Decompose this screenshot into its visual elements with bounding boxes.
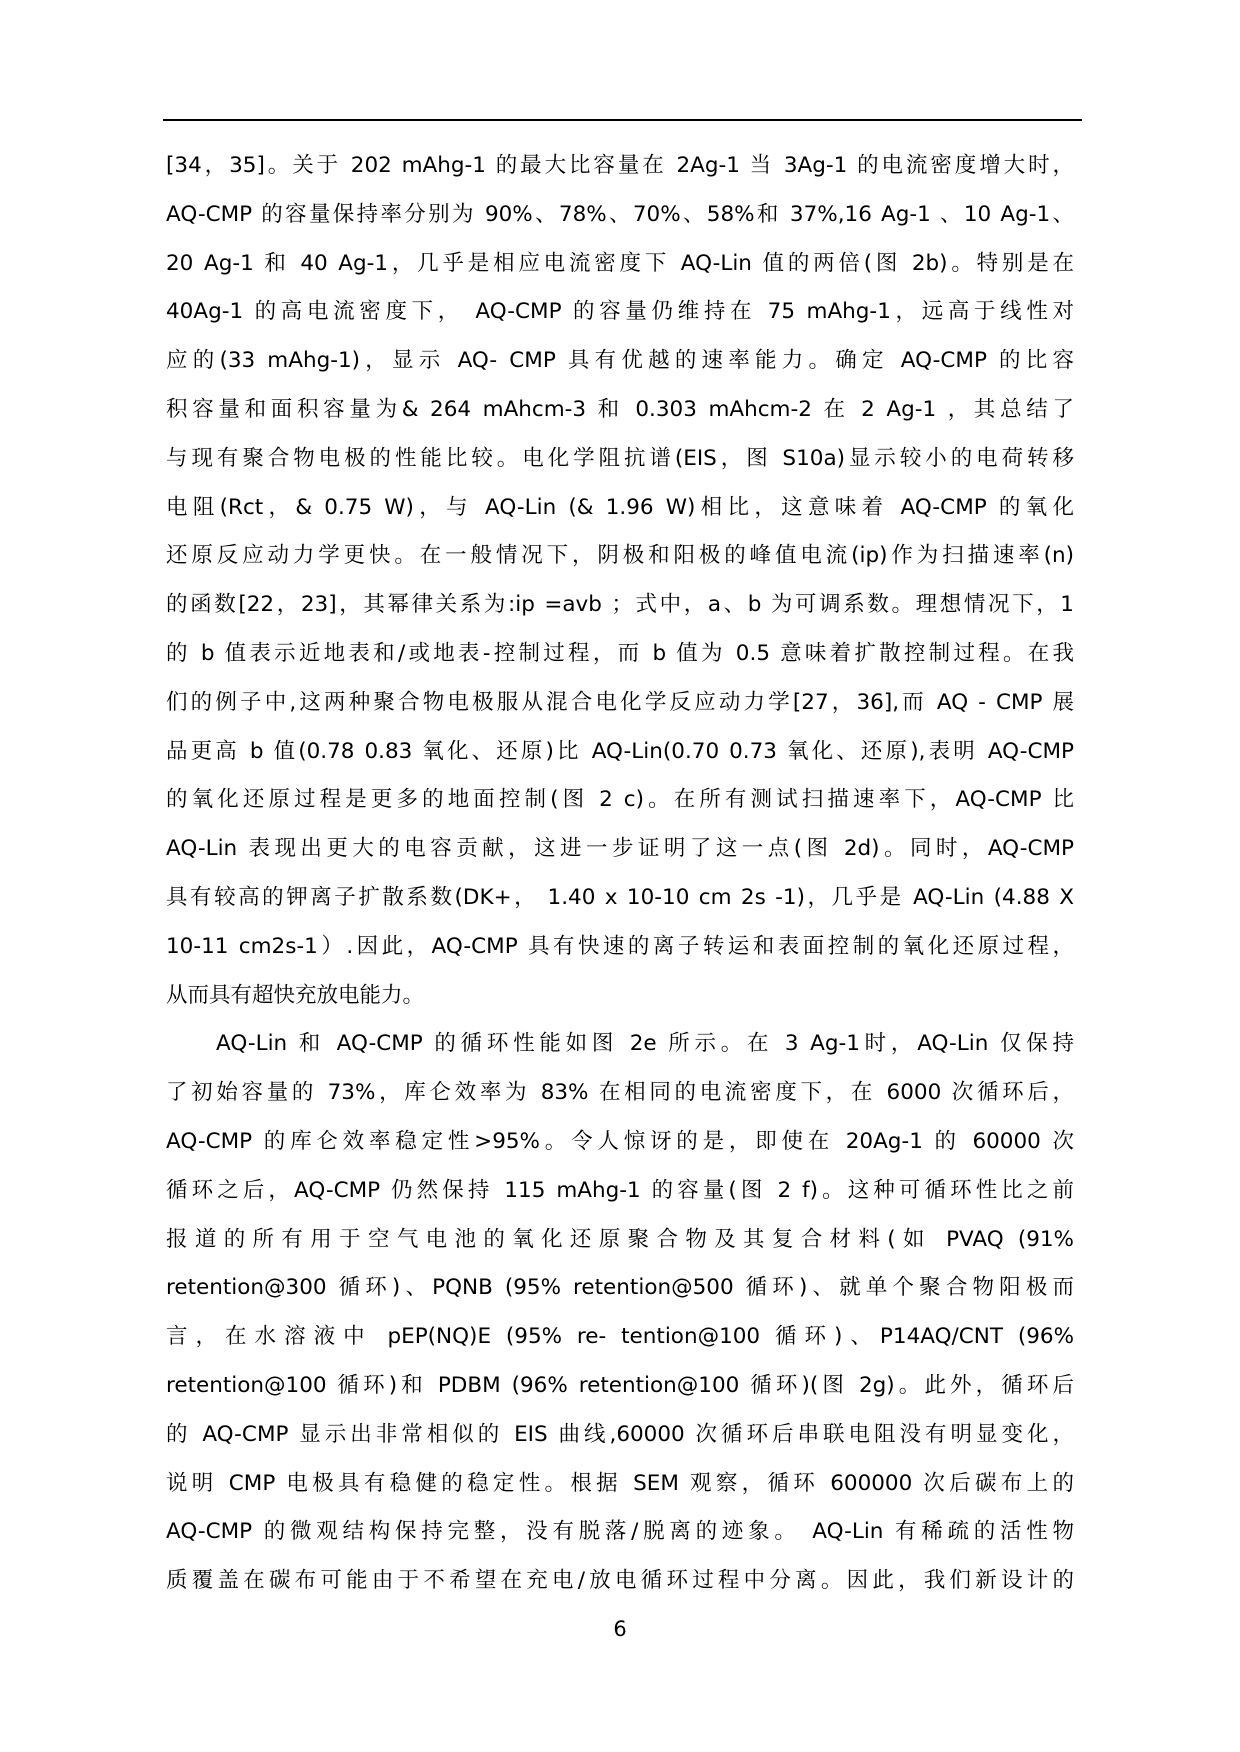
text-line: 20 Ag-1 和 40 Ag-1，几乎是相应电流密度下 AQ-Lin 值的两倍(图 2b)。特别是在 bbox=[166, 250, 1074, 276]
text-line: retention@100 循环)和 PDBM (96% retention@100 循环)(图 2g)。此外，循环后 bbox=[166, 1372, 1074, 1398]
text-line: 与现有聚合物电极的性能比较。电化学阻抗谱(EIS，图 S10a)显示较小的电荷转移 bbox=[166, 445, 1074, 471]
text-line: AQ-Lin 表现出更大的电容贡献，这进一步证明了这一点(图 2d)。同时，AQ-CMP bbox=[166, 836, 1074, 862]
text-line: 积容量和面积容量为& 264 mAhcm-3 和 0.303 mAhcm-2 在 2 Ag-1 ，其总结了 bbox=[166, 396, 1074, 422]
text-line: 的 AQ-CMP 显示出非常相似的 EIS 曲线,60000 次循环后串联电阻没有明显变化， bbox=[166, 1421, 1074, 1447]
text-line: 质覆盖在碳布可能由于不希望在充电/放电循环过程中分离。因此，我们新设计的 bbox=[166, 1568, 1074, 1594]
text-line: 报道的所有用于空气电池的氧化还原聚合物及其复合材料(如 PVAQ (91% bbox=[166, 1226, 1074, 1252]
text-line: AQ-CMP 的库仑效率稳定性>95%。令人惊讶的是，即使在 20Ag-1 的 60000 次 bbox=[166, 1128, 1074, 1154]
text-line: 们的例子中,这两种聚合物电极服从混合电化学反应动力学[27，36],而 AQ - CMP 展 bbox=[166, 689, 1074, 715]
text-line: 的 b 值表示近地表和/或地表-控制过程，而 b 值为 0.5 意味着扩散控制过程。在我 bbox=[166, 640, 1074, 666]
text-line: 说明 CMP 电极具有稳健的稳定性。根据 SEM 观察，循环 600000 次后碳布上的 bbox=[166, 1470, 1074, 1496]
text-line: AQ-CMP 的容量保持率分别为 90%、78%、70%、58%和 37%,16 Ag-1 、10 Ag-1、 bbox=[166, 201, 1074, 227]
text-line: 还原反应动力学更快。在一般情况下，阴极和阳极的峰值电流(ip)作为扫描速率(n) bbox=[166, 543, 1074, 569]
text-line: 的函数[22，23]，其幂律关系为:ip =avb ；式中，a、b 为可调系数。理想情况下，1 bbox=[166, 592, 1074, 618]
text-line: 言，在水溶液中 pEP(NQ)E (95% re- tention@100 循环)、P14AQ/CNT (96% bbox=[166, 1324, 1074, 1350]
text-line: retention@300 循环)、PQNB (95% retention@500 循环)、就单个聚合物阳极而 bbox=[166, 1275, 1074, 1301]
text-line: 的氧化还原过程是更多的地面控制(图 2 c)。在所有测试扫描速率下，AQ-CMP 比 bbox=[166, 787, 1074, 813]
text-line: 应的(33 mAhg-1)，显示 AQ- CMP 具有优越的速率能力。确定 AQ-CMP 的比容 bbox=[166, 348, 1074, 374]
text-line: 40Ag-1 的高电流密度下， AQ-CMP 的容量仍维持在 75 mAhg-1，远高于线性对 bbox=[166, 299, 1074, 325]
header-rule bbox=[163, 119, 1082, 121]
page-number: 6 bbox=[613, 1617, 627, 1641]
text-line: 品更高 b 值(0.78 0.83 氧化、还原)比 AQ-Lin(0.70 0.73 氧化、还原),表明 AQ-CMP bbox=[166, 738, 1074, 764]
text-line: 10-11 cm2s-1）.因此，AQ-CMP 具有快速的离子转运和表面控制的氧化还原过程， bbox=[166, 933, 1074, 959]
text-line: 循环之后，AQ-CMP 仍然保持 115 mAhg-1 的容量(图 2 f)。这种可循环性比之前 bbox=[166, 1177, 1074, 1203]
body-text bbox=[166, 142, 1074, 1606]
text-line: AQ-CMP 的微观结构保持完整，没有脱落/脱离的迹象。 AQ-Lin 有稀疏的活性物 bbox=[166, 1519, 1074, 1545]
paragraph-first-line: AQ-Lin 和 AQ-CMP 的循环性能如图 2e 所示。在 3 Ag-1时，AQ-Lin 仅保持 bbox=[216, 1031, 1074, 1057]
text-line: 从而具有超快充放电能力。 bbox=[166, 982, 425, 1008]
text-line: 了初始容量的 73%，库仑效率为 83% 在相同的电流密度下，在 6000 次循环后， bbox=[166, 1080, 1074, 1106]
text-line: 电阻(Rct，& 0.75 W)，与 AQ-Lin (& 1.96 W)相比，这意味着 AQ-CMP 的氧化 bbox=[166, 494, 1074, 520]
text-line: 具有较高的钾离子扩散系数(DK+， 1.40 x 10-10 cm 2s -1)，几乎是 AQ-Lin (4.88 X bbox=[166, 884, 1074, 910]
text-line: [34，35]。关于 202 mAhg-1 的最大比容量在 2Ag-1 当 3Ag-1 的电流密度增大时， bbox=[166, 153, 1074, 178]
